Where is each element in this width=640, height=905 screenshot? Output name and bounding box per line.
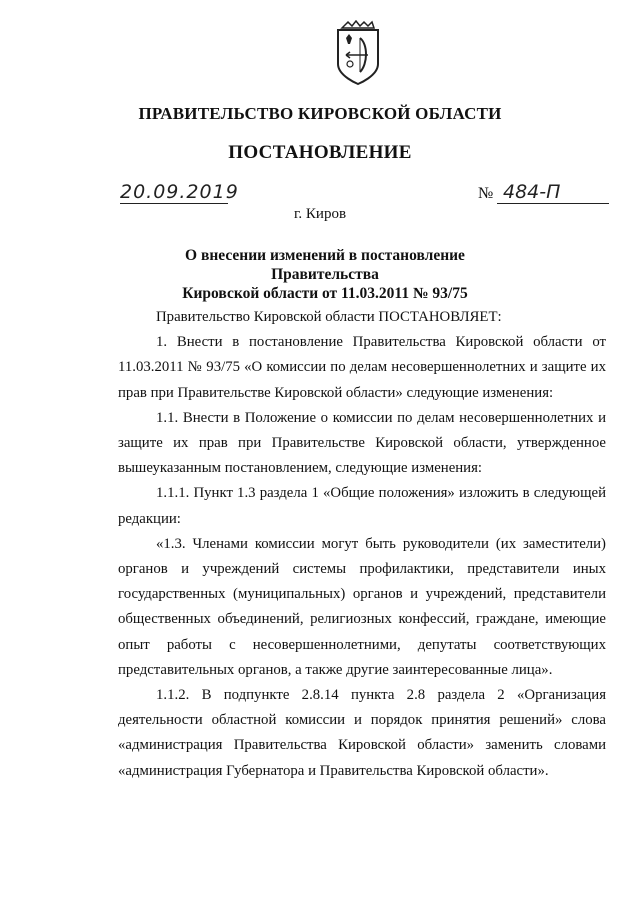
document-body (118, 305, 606, 784)
paragraph: 1.1. Внести в Положение о комиссии по делам несовершеннолетних и защите их прав при Правительстве Кировской области, утвержденное вышеуказанным постановлением, следующие изменения: (118, 409, 606, 477)
paragraph: Правительство Кировской области ПОСТАНОВЛЯЕТ: (156, 309, 502, 325)
paragraph: 1.1.2. В подпункте 2.8.14 пункта 2.8 раздела 2 «Организация деятельности областной комиссии и порядок принятия решений» слова «администрация Правительства Кировской области» заменить словами «администрация Губернатора и Правительства Кировской области». (118, 687, 606, 779)
document-type: ПОСТАНОВЛЕНИЕ (228, 142, 412, 163)
subject-line: О внесении изменений в постановление Правительства (185, 247, 465, 283)
city: г. Киров (293, 206, 347, 222)
paragraph: 1. Внести в постановление Правительства Кировской области от 11.03.2011 № 93/75 «О комиссии по делам несовершеннолетних и защите их прав при Правительстве Кировской области» следующие изменения: (118, 334, 606, 401)
document-date: 20.09.2019 (120, 181, 239, 203)
paragraph: «1.3. Членами комиссии могут быть руководители (их заместители) органов и учреждений системы профилактики, представители иных государственных (муниципальных) органов и учреждений, представители общественных объединений, религиозных конфессий, граждане, имеющие опыт работы с несовершеннолетними, депутаты соответствующих представительных органов, а также другие заинтересованные лица». (118, 535, 606, 678)
number-label: № (478, 185, 494, 202)
government-title: ПРАВИТЕЛЬСТВО КИРОВСКОЙ ОБЛАСТИ (138, 104, 502, 123)
document-number: 484-П (497, 181, 609, 204)
paragraph: 1.1.1. Пункт 1.3 раздела 1 «Общие положения» изложить в следующей редакции: (118, 485, 606, 527)
document-subject (150, 246, 500, 303)
subject-line: Кировской области от 11.03.2011 № 93/75 (182, 285, 468, 302)
coat-of-arms-icon (334, 20, 382, 88)
